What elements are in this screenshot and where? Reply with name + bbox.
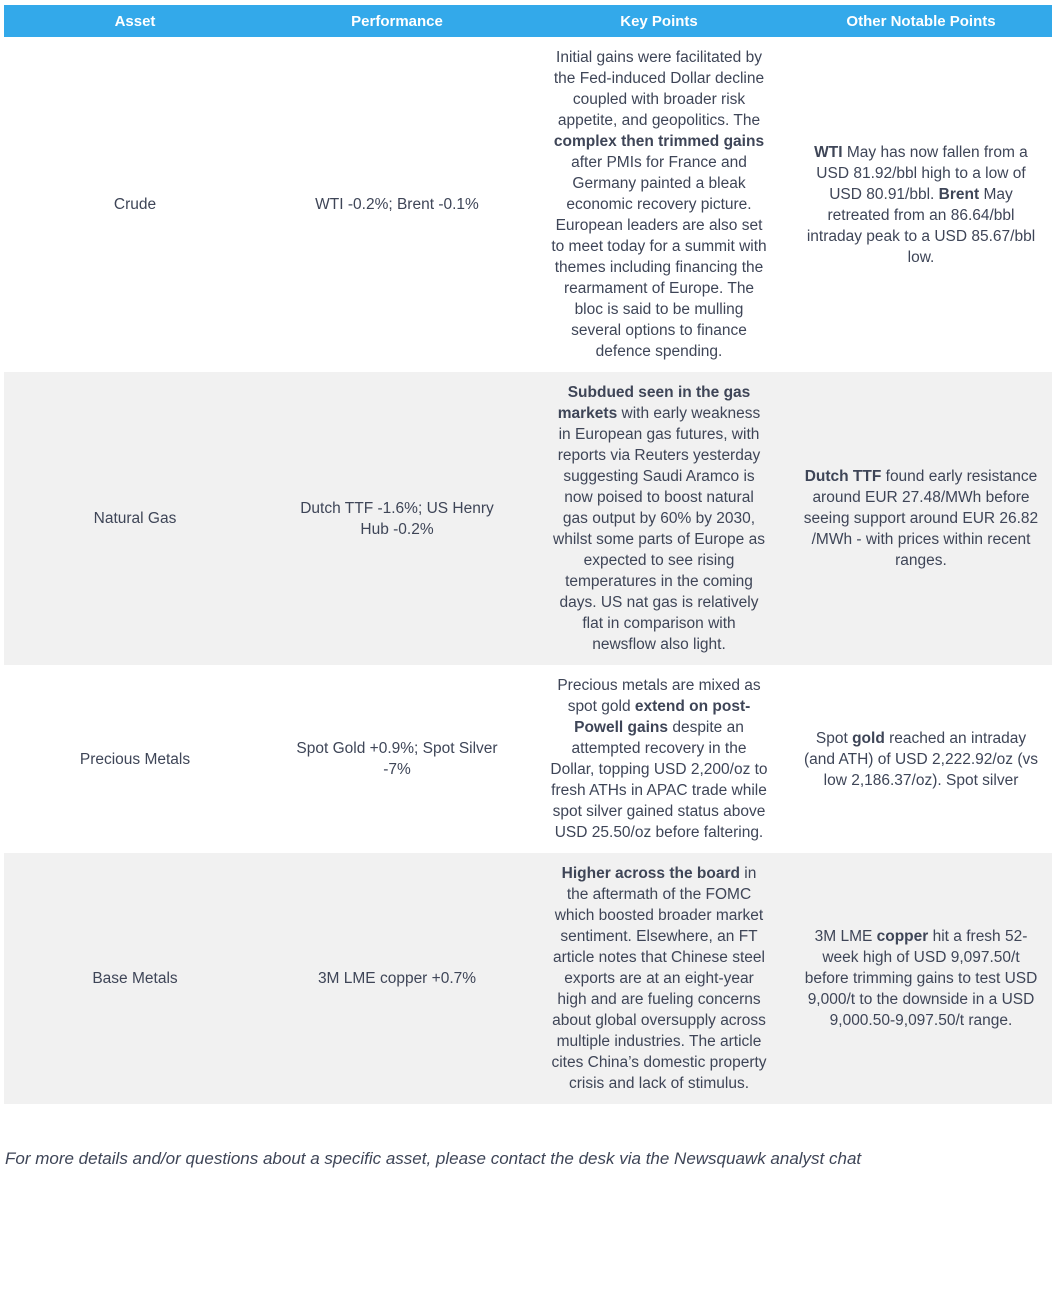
text-segment: complex then trimmed gains	[553, 133, 765, 150]
key-points-cell	[528, 665, 790, 853]
text-segment: in the aftermath of the FOMC which boosted broader market sentiment. Elsewhere, an FT article notes that Chinese steel exports are at an eight-year high and are fueling concerns about global oversupply across multiple industries. The article cites China’s domestic property crisis and lack of stimulus.	[551, 865, 767, 1092]
text-segment: WTI	[814, 143, 843, 161]
text-segment: found early resistance around EUR 27.48/MWh before seeing support around EUR 26.82 /MWh - with prices within recent ranges.	[803, 468, 1039, 569]
asset-cell: Crude	[4, 37, 266, 372]
commodities-table	[4, 5, 1052, 1104]
performance-cell: Spot Gold +0.9%; Spot Silver -7%	[266, 665, 528, 853]
table-row-crude	[4, 37, 1052, 372]
text-segment: after PMIs for France and Germany painted a bleak economic recovery picture. European leaders are also set to meet today for a summit with themes including financing the rearmament of Europe. The bloc is said to be mulling several options to finance defence spending.	[551, 154, 767, 360]
table-header-row	[4, 5, 1052, 37]
other-notable-points-cell	[790, 372, 1052, 665]
other-notable-points-cell	[790, 37, 1052, 372]
key-points-cell	[528, 372, 790, 665]
other-notable-points-cell	[790, 853, 1052, 1104]
text-segment: hit a fresh 52-week high of USD 9,097.50/t before trimming gains to test USD 9,000/t to the downside in a USD 9,000.50-9,097.50/t range.	[804, 928, 1038, 1029]
text-segment: Dutch TTF	[804, 468, 882, 485]
text-segment: despite an attempted recovery in the Dollar, topping USD 2,200/oz to fresh ATHs in APAC trade while spot silver gained status above USD 25.50/oz before faltering.	[550, 719, 768, 841]
text-segment: with early weakness in European gas futures, with reports via Reuters yesterday suggesting Saudi Aramco is now poised to boost natural gas output by 60% by 2030, whilst some parts of Europe as expected to see rising temperatures in the coming days. US nat gas is relatively flat in comparison with newsflow also light.	[553, 405, 765, 653]
text-segment: Spot	[815, 729, 853, 747]
text-segment: Subdued seen in the gas markets	[557, 384, 751, 422]
text-segment: Initial gains were facilitated by the Fed-induced Dollar decline coupled with broader risk appetite, and geopolitics. The	[553, 49, 765, 129]
performance-cell: Dutch TTF -1.6%; US Henry Hub -0.2%	[266, 372, 528, 665]
key-points-cell	[528, 853, 790, 1104]
table-row-precious-metals	[4, 665, 1052, 853]
text-segment: extend on post-Powell gains	[574, 698, 751, 736]
other-notable-points-cell	[790, 665, 1052, 853]
text-segment: gold	[852, 729, 885, 747]
column-header-performance: Performance	[266, 5, 528, 37]
column-header-asset: Asset	[4, 5, 266, 37]
footer-note: For more details and/or questions about a specific asset, please contact the desk via the Newsquawk analyst chat	[5, 1149, 862, 1168]
table-row-base-metals	[4, 853, 1052, 1104]
asset-cell: Natural Gas	[4, 372, 266, 665]
asset-cell: Precious Metals	[4, 665, 266, 853]
text-segment: reached an intraday (and ATH) of USD 2,222.92/oz (vs low 2,186.37/oz). Spot silver	[803, 729, 1039, 789]
text-segment: May retreated from an 86.64/bbl intraday peak to a USD 85.67/bbl low.	[806, 185, 1036, 266]
asset-cell: Base Metals	[4, 853, 266, 1104]
key-points-cell	[528, 37, 790, 372]
performance-cell: WTI -0.2%; Brent -0.1%	[266, 37, 528, 372]
table-row-natural-gas	[4, 372, 1052, 665]
performance-cell: 3M LME copper +0.7%	[266, 853, 528, 1104]
commodities-wrap-page	[0, 5, 1052, 1170]
text-segment: May has now fallen from a USD 81.92/bbl high to a low of USD 80.91/bbl.	[816, 143, 1028, 203]
column-header-other-notable-points: Other Notable Points	[790, 5, 1052, 37]
column-header-key-points: Key Points	[528, 5, 790, 37]
text-segment: Higher across the board	[561, 865, 740, 882]
text-segment: Brent	[938, 185, 980, 203]
text-segment: Precious metals are mixed as spot gold	[557, 677, 761, 715]
text-segment: 3M LME	[814, 928, 877, 945]
text-segment: copper	[876, 928, 929, 945]
